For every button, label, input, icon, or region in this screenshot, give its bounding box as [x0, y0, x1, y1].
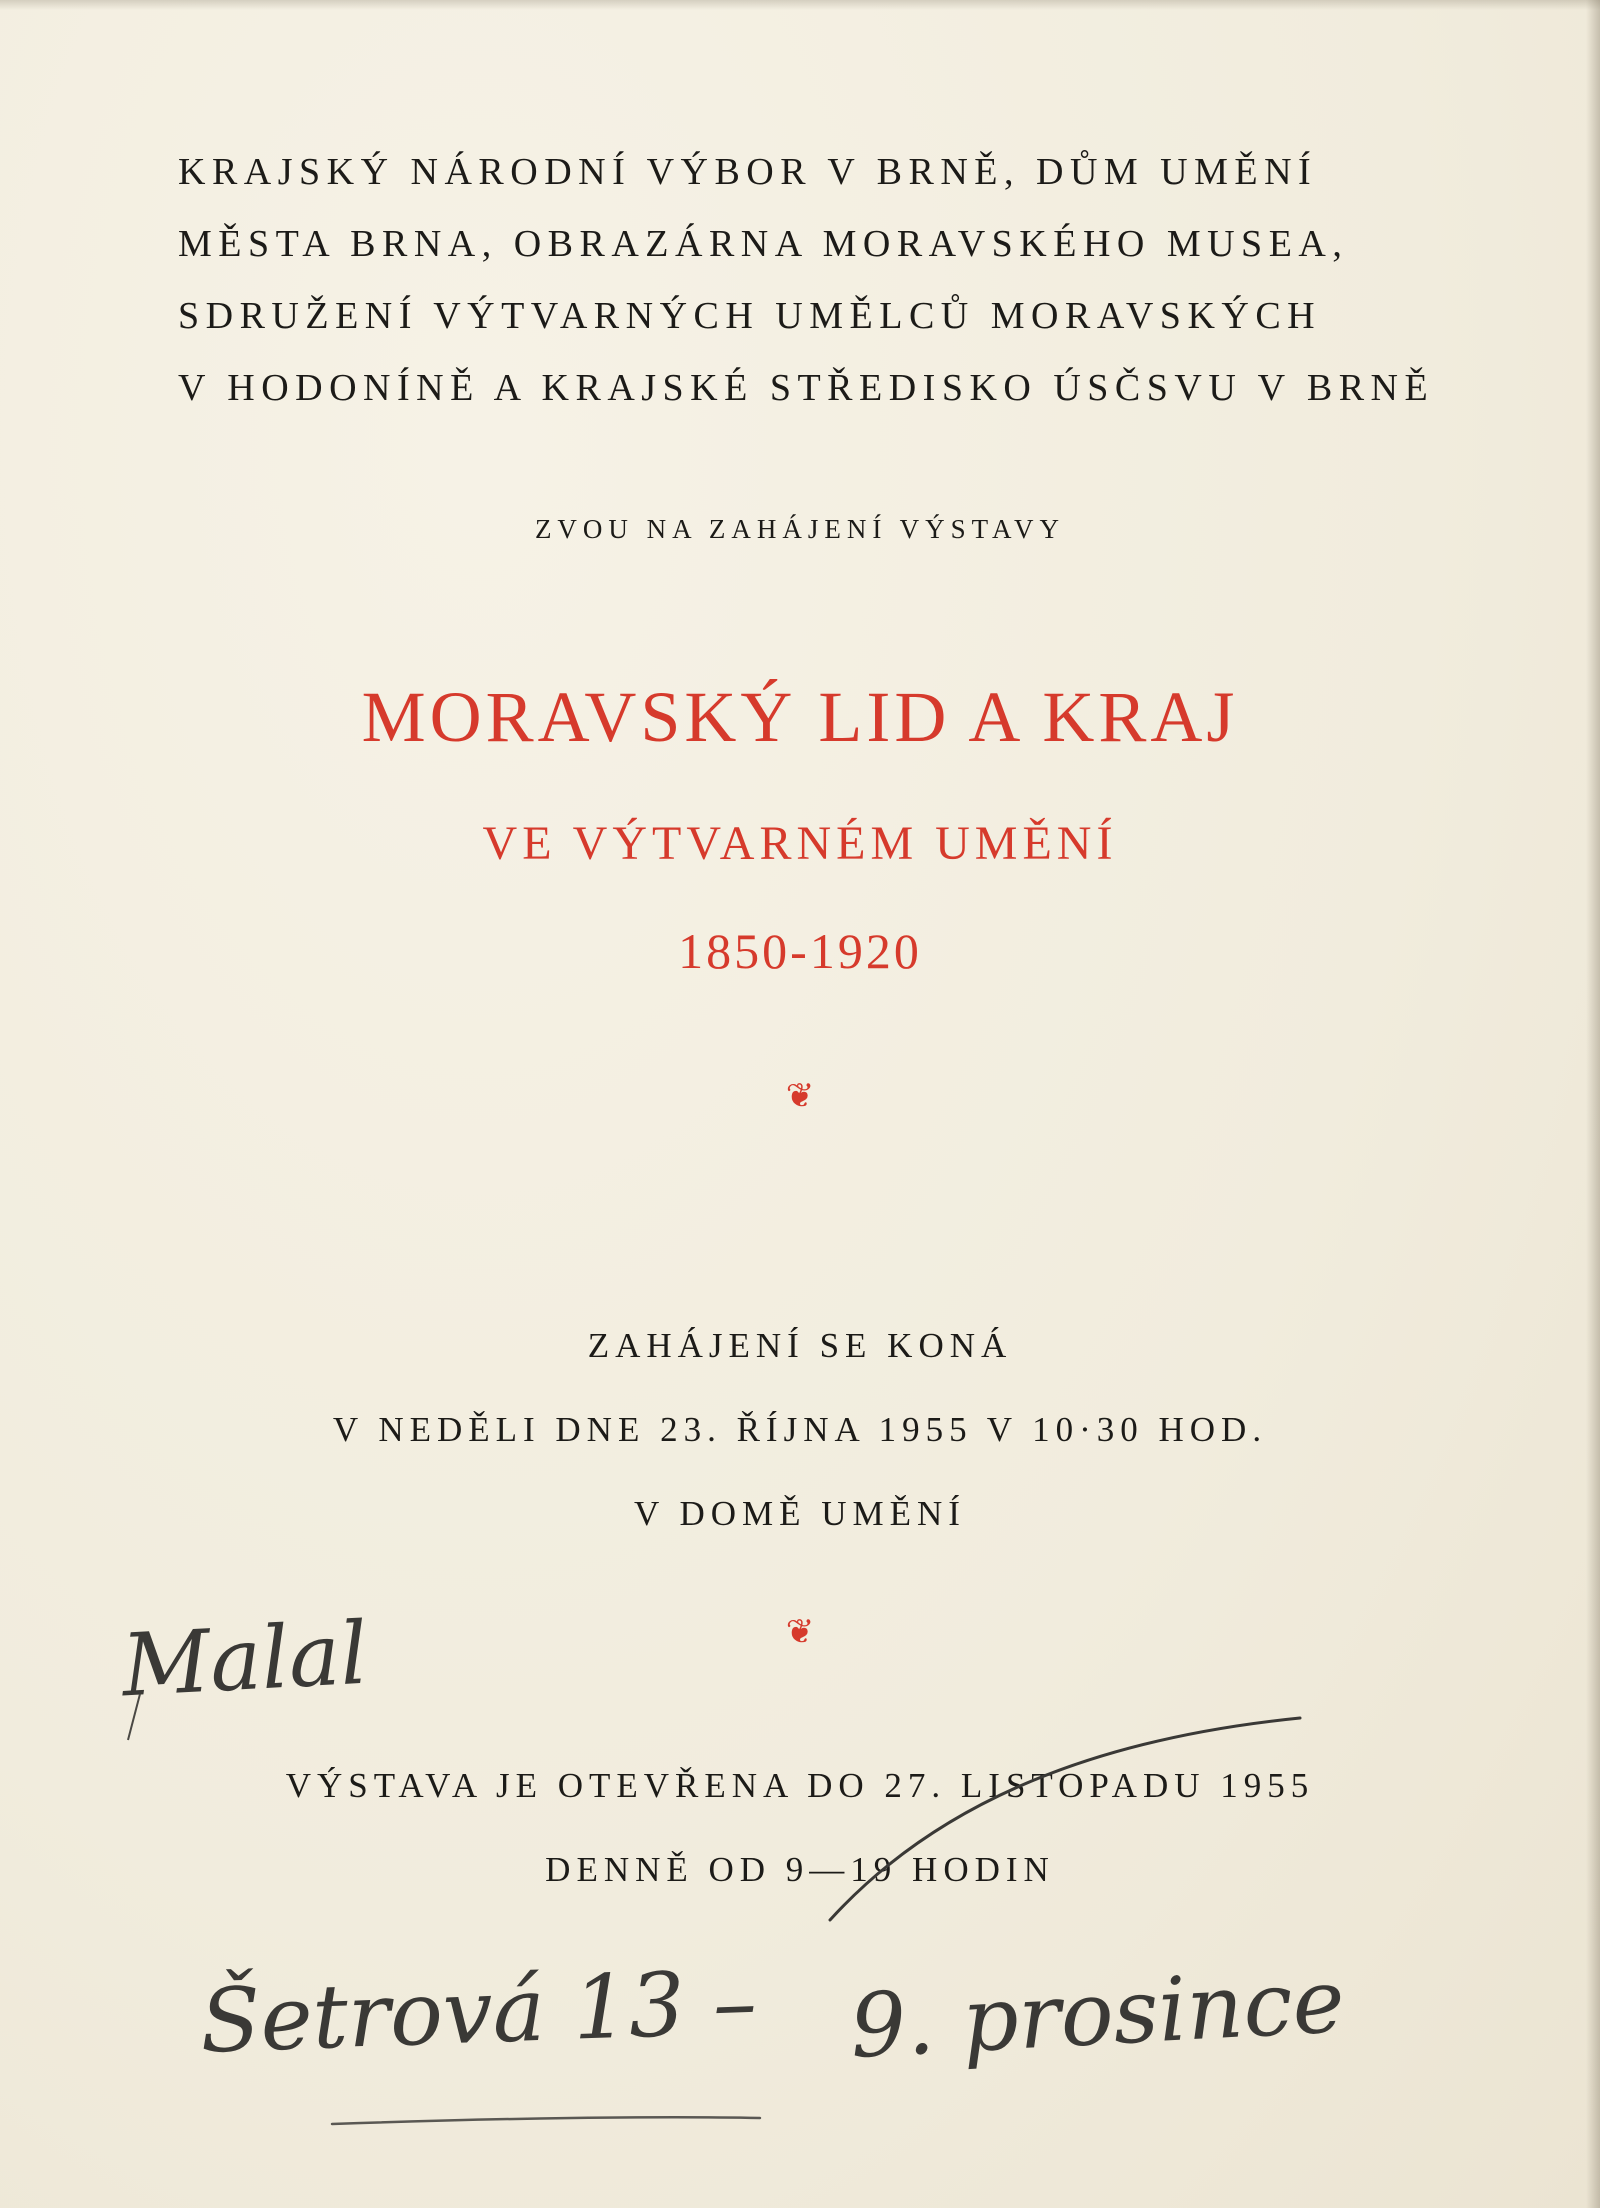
- handwritten-note-right: 9. prosince: [847, 1949, 1348, 2078]
- pencil-mark: [128, 1694, 140, 1740]
- pencil-underline: [332, 2117, 760, 2124]
- handwritten-note-left: Šetrová 13 –: [198, 1950, 759, 2073]
- invitation-line: ZVOU NA ZAHÁJENÍ VÝSTAVY: [534, 514, 1066, 544]
- pencil-strike-line: [830, 1718, 1300, 1920]
- organizers-line-1: KRAJSKÝ NÁRODNÍ VÝBOR V BRNĚ, DŮM UMĚNÍ: [178, 151, 1318, 193]
- ornament-flower-icon: ❦: [785, 1078, 815, 1115]
- opening-line-1: ZAHÁJENÍ SE KONÁ: [587, 1326, 1013, 1365]
- exhibition-years: 1850-1920: [678, 923, 922, 979]
- exhibition-subtitle: VE VÝTVARNÉM UMĚNÍ: [482, 817, 1118, 870]
- organizers-line-2: MĚSTA BRNA, OBRAZÁRNA MORAVSKÉHO MUSEA,: [178, 223, 1349, 265]
- opening-line-2: V NEDĚLI DNE 23. ŘÍJNA 1955 V 10·30 HOD.: [332, 1410, 1268, 1449]
- handwritten-name: Malal: [119, 1603, 371, 1717]
- organizers-line-4: V HODONÍNĚ A KRAJSKÉ STŘEDISKO ÚSČSVU V BRNĚ: [178, 367, 1435, 409]
- hours-line-1: VÝSTAVA JE OTEVŘENA DO 27. LISTOPADU 1955: [285, 1766, 1315, 1805]
- organizers-line-3: SDRUŽENÍ VÝTVARNÝCH UMĚLCŮ MORAVSKÝCH: [178, 295, 1322, 337]
- opening-line-3: V DOMĚ UMĚNÍ: [634, 1494, 966, 1533]
- ornament-flower-icon-2: ❦: [785, 1614, 815, 1651]
- exhibition-title: MORAVSKÝ LID A KRAJ: [361, 677, 1239, 757]
- hours-line-2: DENNĚ OD 9—19 HODIN: [545, 1850, 1055, 1889]
